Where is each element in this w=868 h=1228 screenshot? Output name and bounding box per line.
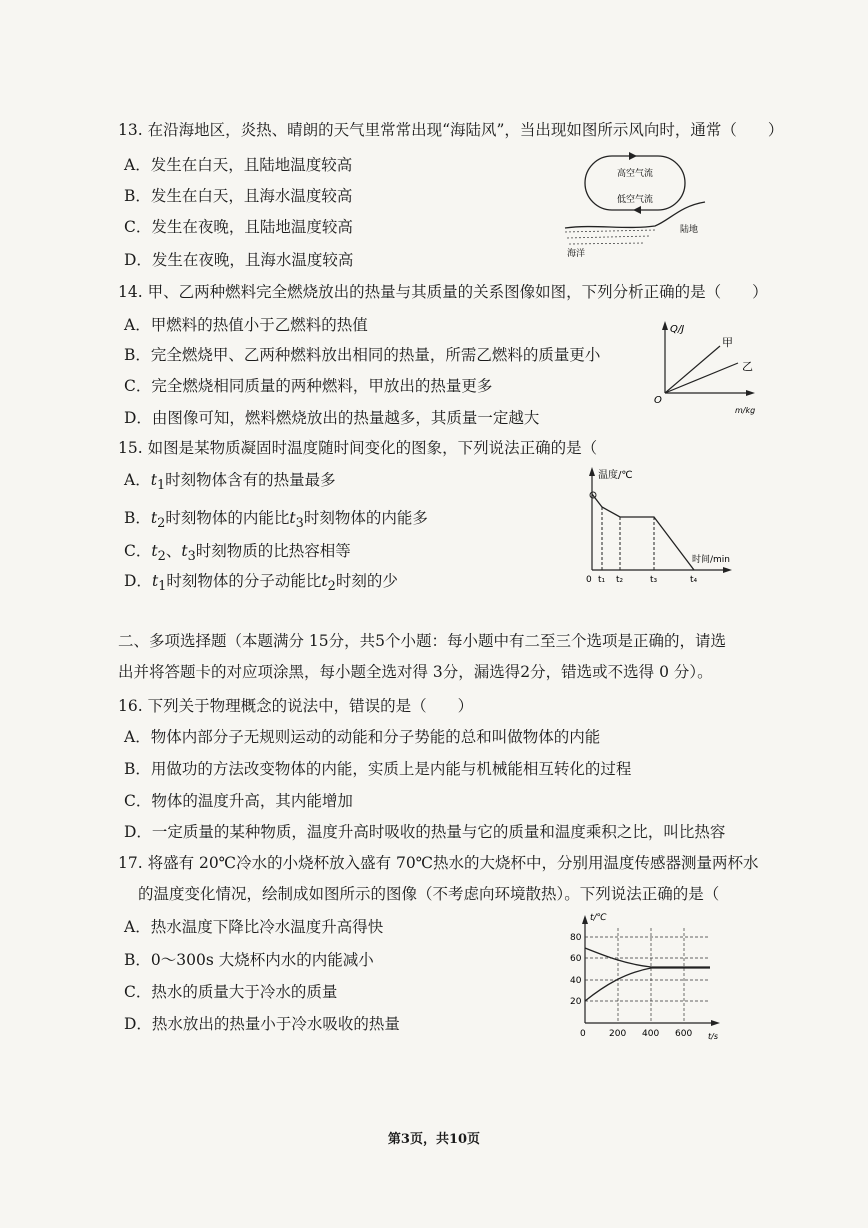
q14-xlabel: m/kg (735, 406, 756, 415)
q14-option-d: D．由图像可知，燃料燃烧放出的热量越多，其质量一定越大 (124, 409, 540, 427)
q17-ytick-40: 40 (570, 976, 582, 986)
q15-option-a: A．$t_1$时刻物体含有的热量最多 (124, 471, 336, 494)
q14-option-a: A．甲燃料的热值小于乙燃料的热值 (124, 316, 368, 334)
q16-option-d: D．一定质量的某种物质，温度升高时吸收的热量与它的质量和温度乘积之比，叫比热容 (124, 823, 726, 841)
lower-air-label: 低空气流 (616, 195, 654, 205)
q17-stem-line1: 17. 将盛有 20℃冷水的小烧杯放入盛有 70℃热水的大烧杯中，分别用温度传感器测量两杯水 (118, 854, 759, 872)
q17-xlabel: t/s (708, 1032, 718, 1041)
q17-option-c: C．热水的质量大于冷水的质量 (124, 983, 338, 1001)
q16-option-b: B．用做功的方法改变物体的内能，实质上是内能与机械能相互转化的过程 (124, 760, 632, 778)
q17-ytick-60: 60 (570, 954, 582, 964)
page-footer: 第3页，共10页 (387, 1132, 481, 1147)
fuel-heat-graph (650, 318, 770, 418)
q16-option-a: A．物体内部分子无规则运动的动能和分子势能的总和叫做物体的内能 (124, 728, 601, 746)
q15-tick-t1: t₁ (598, 575, 606, 585)
line-yi-label: 乙 (742, 360, 753, 373)
q17-xtick-0: 0 (580, 1029, 586, 1039)
q17-option-b: B．0～300s 大烧杯内水的内能减小 (124, 951, 374, 969)
q15-tick-0: 0 (586, 575, 592, 585)
q14-origin: O (654, 395, 662, 406)
q17-option-a: A．热水温度下降比冷水温度升高得快 (124, 918, 384, 936)
q14-ylabel: Q/J (670, 324, 685, 335)
q17-ytick-20: 20 (570, 997, 582, 1007)
q16-stem: 16. 下列关于物理概念的说法中，错误的是（ ） (118, 697, 474, 715)
q13-option-a: A．发生在白天，且陆地温度较高 (124, 156, 353, 174)
section2-heading-line1: 二、多项选择题（本题满分 15分，共5个小题：每小题中有二至三个选项是正确的，请选 (118, 632, 727, 650)
sea-label: 海洋 (567, 249, 586, 259)
section2-heading-line2: 出并将答题卡的对应项涂黑，每小题全选对得 3分，漏选得2分，错选或不选得 0 分）。 (118, 663, 713, 681)
q15-ylabel: 温度/℃ (598, 470, 633, 481)
q15-tick-t2: t₂ (616, 575, 624, 585)
q14-option-b: B．完全燃烧甲、乙两种燃料放出相同的热量，所需乙燃料的质量更小 (124, 346, 601, 364)
q17-stem-line2: 的温度变化情况，绘制成如图所示的图像（不考虑向环境散热）。下列说法正确的是（ (138, 885, 720, 903)
q15-stem: 15. 如图是某物质凝固时温度随时间变化的图象，下列说法正确的是（ (118, 439, 598, 457)
q15-tick-t4: t₄ (690, 575, 698, 585)
q17-option-d: D．热水放出的热量小于冷水吸收的热量 (124, 1015, 400, 1033)
q17-ytick-80: 80 (570, 933, 582, 943)
solidification-graph (582, 462, 742, 587)
water-temperature-graph (560, 908, 730, 1043)
q14-option-c: C．完全燃烧相同质量的两种燃料，甲放出的热量更多 (124, 377, 493, 395)
upper-air-label: 高空气流 (616, 169, 654, 179)
land-label: 陆地 (680, 225, 699, 235)
q17-xtick-400: 400 (642, 1029, 660, 1039)
q16-option-c: C．物体的温度升高，其内能增加 (124, 792, 353, 810)
q17-ylabel: t/℃ (590, 913, 607, 923)
q15-xlabel: 时间/min (692, 555, 731, 565)
q17-xtick-200: 200 (609, 1029, 627, 1039)
q14-stem: 14. 甲、乙两种燃料完全燃烧放出的热量与其质量的关系图像如图，下列分析正确的是（ ） (118, 283, 768, 301)
sea-land-breeze-figure (545, 150, 720, 260)
line-jia-label: 甲 (722, 336, 733, 349)
q15-option-c: C．$t_2$、$t_3$时刻物质的比热容相等 (124, 542, 351, 565)
q13-option-d: D．发生在夜晚，且海水温度较高 (124, 251, 354, 269)
q17-xtick-600: 600 (675, 1029, 693, 1039)
q15-tick-t3: t₃ (650, 575, 658, 585)
q13-option-b: B．发生在白天，且海水温度较高 (124, 187, 353, 205)
q13-stem: 13. 在沿海地区，炎热、晴朗的天气里常常出现“海陆风”，当出现如图所示风向时，通常（ ） (118, 121, 784, 139)
q13-option-c: C．发生在夜晚，且陆地温度较高 (124, 218, 353, 236)
q15-option-b: B．$t_2$时刻物体的内能比$t_3$时刻物体的内能多 (124, 509, 428, 532)
q15-option-d: D．$t_1$时刻物体的分子动能比$t_2$时刻的少 (124, 572, 398, 595)
